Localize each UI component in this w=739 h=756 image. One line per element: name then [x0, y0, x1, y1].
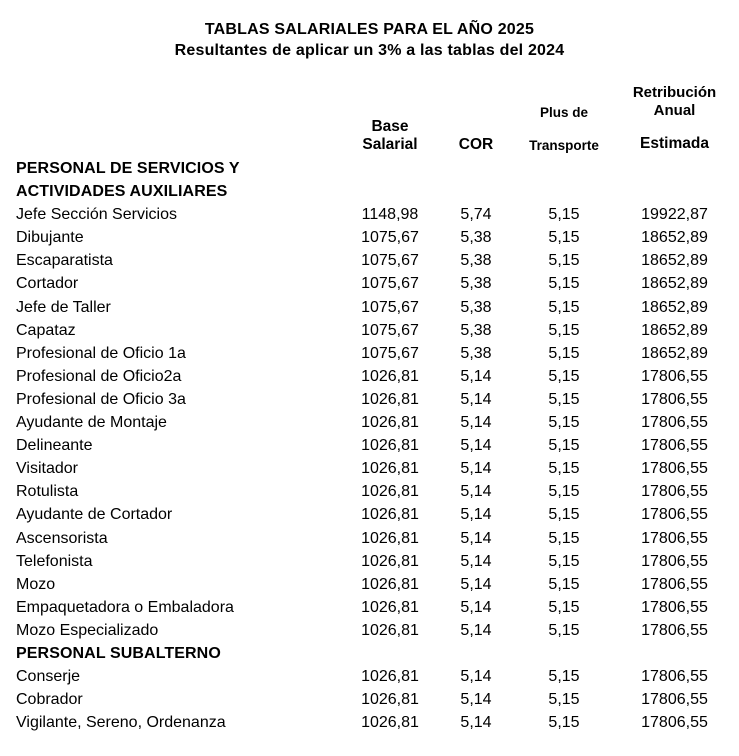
cell-plus-transporte: 5,15 — [548, 229, 580, 247]
table-row — [0, 226, 739, 249]
column-header-retribucion-line2: Anual — [653, 102, 696, 119]
column-header-base-line1: Base — [371, 118, 409, 135]
cell-retribucion-anual — [610, 180, 739, 203]
cell-retribucion-anual: 17806,55 — [641, 506, 708, 524]
cell-cor — [434, 157, 518, 180]
cell-retribucion-anual: 18652,89 — [641, 275, 708, 293]
cell-retribucion-anual: 17806,55 — [641, 552, 708, 570]
cell-plus-transporte: 5,15 — [548, 668, 580, 686]
cell-retribucion-anual: 17806,55 — [641, 598, 708, 616]
cell-cor: 5,14 — [460, 414, 492, 432]
cell-plus-transporte: 5,15 — [548, 552, 580, 570]
cell-plus-transporte — [518, 157, 610, 180]
cell-cor: 5,14 — [460, 668, 492, 686]
cell-plus-transporte: 5,15 — [548, 691, 580, 709]
table-row — [0, 249, 739, 272]
cell-retribucion-anual: 17806,55 — [641, 483, 708, 501]
table-row — [0, 457, 739, 480]
cell-plus-transporte: 5,15 — [548, 414, 580, 432]
cell-concept: Ascensorista — [16, 529, 108, 547]
cell-retribucion-anual: 18652,89 — [641, 229, 708, 247]
cell-retribucion-anual: 17806,55 — [641, 529, 708, 547]
cell-retribucion-anual: 17806,55 — [641, 668, 708, 686]
cell-concept: Ayudante de Montaje — [16, 414, 167, 432]
cell-plus-transporte — [518, 180, 610, 203]
cell-retribucion-anual — [610, 157, 739, 180]
column-header-plus-line1: Plus de — [539, 105, 588, 120]
table-row — [0, 665, 739, 688]
table-row — [0, 642, 739, 665]
cell-plus-transporte: 5,15 — [548, 252, 580, 270]
cell-cor: 5,14 — [460, 460, 492, 478]
table-row — [0, 550, 739, 573]
cell-concept: Dibujante — [16, 229, 84, 247]
cell-base-salarial: 1075,67 — [361, 252, 419, 270]
cell-concept: Escaparatista — [16, 252, 113, 270]
cell-concept: Ayudante de Cortador — [16, 506, 173, 524]
column-header-plus-line2: Transporte — [529, 138, 599, 153]
cell-cor: 5,14 — [460, 367, 492, 385]
cell-base-salarial: 1026,81 — [361, 668, 419, 686]
table-row — [0, 434, 739, 457]
cell-plus-transporte: 5,15 — [548, 506, 580, 524]
cell-retribucion-anual: 17806,55 — [641, 367, 708, 385]
cell-plus-transporte: 5,15 — [548, 206, 580, 224]
table-row — [0, 411, 739, 434]
cell-base-salarial: 1026,81 — [361, 598, 419, 616]
cell-plus-transporte: 5,15 — [548, 437, 580, 455]
cell-base-salarial: 1075,67 — [361, 275, 419, 293]
cell-retribucion-anual: 17806,55 — [641, 437, 708, 455]
column-header-cor: COR — [458, 136, 494, 153]
cell-cor: 5,14 — [460, 598, 492, 616]
cell-retribucion-anual — [610, 642, 739, 665]
cell-plus-transporte: 5,15 — [548, 621, 580, 639]
cell-cor: 5,38 — [460, 275, 492, 293]
cell-retribucion-anual: 18652,89 — [641, 321, 708, 339]
cell-concept: Jefe de Taller — [16, 298, 111, 316]
cell-concept: Conserje — [16, 668, 81, 686]
cell-concept: Cortador — [16, 275, 79, 293]
cell-concept: Vigilante, Sereno, Ordenanza — [16, 714, 226, 732]
cell-concept: Profesional de Oficio 3a — [16, 390, 186, 408]
cell-cor: 5,38 — [460, 252, 492, 270]
cell-cor: 5,14 — [460, 437, 492, 455]
cell-cor: 5,74 — [460, 206, 492, 224]
cell-concept: Profesional de Oficio 1a — [16, 344, 186, 362]
cell-base-salarial: 1026,81 — [361, 529, 419, 547]
cell-base-salarial: 1026,81 — [361, 691, 419, 709]
cell-concept: Cobrador — [16, 691, 83, 709]
table-row — [0, 527, 739, 550]
cell-base-salarial: 1026,81 — [361, 714, 419, 732]
cell-plus-transporte: 5,15 — [548, 529, 580, 547]
cell-base-salarial: 1026,81 — [361, 552, 419, 570]
cell-base-salarial: 1075,67 — [361, 321, 419, 339]
cell-retribucion-anual: 18652,89 — [641, 298, 708, 316]
cell-cor: 5,38 — [460, 321, 492, 339]
table-body — [0, 157, 739, 734]
cell-cor: 5,38 — [460, 344, 492, 362]
table-row — [0, 388, 739, 411]
cell-concept: Telefonista — [16, 552, 93, 570]
cell-concept: Delineante — [16, 437, 93, 455]
cell-concept: Capataz — [16, 321, 76, 339]
cell-base-salarial: 1026,81 — [361, 437, 419, 455]
cell-cor: 5,14 — [460, 552, 492, 570]
cell-cor: 5,14 — [460, 714, 492, 732]
cell-base-salarial — [346, 157, 434, 180]
table-row — [0, 180, 739, 203]
cell-plus-transporte: 5,15 — [548, 575, 580, 593]
column-header-retribucion-line3: Estimada — [640, 135, 709, 152]
cell-cor: 5,14 — [460, 575, 492, 593]
table-row — [0, 688, 739, 711]
cell-concept: Jefe Sección Servicios — [16, 206, 177, 224]
cell-concept: Profesional de Oficio2a — [16, 367, 182, 385]
cell-concept: Mozo — [16, 575, 56, 593]
table-row — [0, 342, 739, 365]
cell-base-salarial: 1026,81 — [361, 414, 419, 432]
cell-concept: ACTIVIDADES AUXILIARES — [16, 183, 228, 201]
cell-plus-transporte: 5,15 — [548, 275, 580, 293]
cell-base-salarial: 1026,81 — [361, 460, 419, 478]
cell-plus-transporte: 5,15 — [548, 460, 580, 478]
table-row — [0, 480, 739, 503]
cell-retribucion-anual: 17806,55 — [641, 621, 708, 639]
table-row — [0, 503, 739, 526]
cell-plus-transporte: 5,15 — [548, 367, 580, 385]
cell-concept: Rotulista — [16, 483, 79, 501]
cell-plus-transporte: 5,15 — [548, 483, 580, 501]
cell-plus-transporte: 5,15 — [548, 390, 580, 408]
cell-cor: 5,38 — [460, 229, 492, 247]
cell-base-salarial: 1026,81 — [361, 367, 419, 385]
cell-base-salarial: 1026,81 — [361, 575, 419, 593]
cell-base-salarial: 1026,81 — [361, 483, 419, 501]
document-header — [0, 19, 739, 61]
cell-base-salarial: 1148,98 — [361, 206, 419, 224]
table-row — [0, 365, 739, 388]
cell-plus-transporte: 5,15 — [548, 321, 580, 339]
table-row — [0, 711, 739, 734]
column-header-retribucion-line1: Retribución — [632, 84, 717, 101]
table-row — [0, 272, 739, 295]
cell-plus-transporte: 5,15 — [548, 714, 580, 732]
cell-base-salarial: 1026,81 — [361, 621, 419, 639]
cell-base-salarial: 1026,81 — [361, 506, 419, 524]
cell-base-salarial: 1075,67 — [361, 344, 419, 362]
document-title: TABLAS SALARIALES PARA EL AÑO 2025 — [204, 21, 535, 38]
cell-plus-transporte: 5,15 — [548, 298, 580, 316]
cell-retribucion-anual: 17806,55 — [641, 575, 708, 593]
table-row — [0, 573, 739, 596]
table-row — [0, 296, 739, 319]
cell-cor — [434, 642, 518, 665]
cell-retribucion-anual: 17806,55 — [641, 691, 708, 709]
cell-retribucion-anual: 18652,89 — [641, 252, 708, 270]
table-row — [0, 619, 739, 642]
table-row — [0, 157, 739, 180]
cell-concept: Visitador — [16, 460, 78, 478]
cell-retribucion-anual: 17806,55 — [641, 460, 708, 478]
cell-retribucion-anual: 18652,89 — [641, 344, 708, 362]
cell-base-salarial — [346, 642, 434, 665]
cell-retribucion-anual: 17806,55 — [641, 390, 708, 408]
cell-plus-transporte: 5,15 — [548, 344, 580, 362]
cell-cor: 5,14 — [460, 483, 492, 501]
cell-cor — [434, 180, 518, 203]
cell-base-salarial: 1026,81 — [361, 390, 419, 408]
cell-retribucion-anual: 19922,87 — [641, 206, 708, 224]
cell-plus-transporte — [518, 642, 610, 665]
cell-concept: PERSONAL SUBALTERNO — [16, 644, 221, 662]
cell-concept: PERSONAL DE SERVICIOS Y — [16, 160, 240, 177]
cell-cor: 5,38 — [460, 298, 492, 316]
cell-cor: 5,14 — [460, 621, 492, 639]
table-row — [0, 596, 739, 619]
cell-cor: 5,14 — [460, 691, 492, 709]
cell-cor: 5,14 — [460, 506, 492, 524]
cell-cor: 5,14 — [460, 390, 492, 408]
document-subtitle: Resultantes de aplicar un 3% a las tablas del 2024 — [174, 42, 565, 59]
cell-concept: Mozo Especializado — [16, 621, 159, 639]
table-row — [0, 203, 739, 226]
cell-plus-transporte: 5,15 — [548, 598, 580, 616]
cell-retribucion-anual: 17806,55 — [641, 714, 708, 732]
cell-concept: Empaquetadora o Embaladora — [16, 598, 234, 616]
table-row — [0, 319, 739, 342]
cell-base-salarial: 1075,67 — [361, 298, 419, 316]
cell-retribucion-anual: 17806,55 — [641, 414, 708, 432]
cell-base-salarial: 1075,67 — [361, 229, 419, 247]
column-header-base-line2: Salarial — [362, 136, 418, 153]
cell-base-salarial — [346, 180, 434, 203]
cell-cor: 5,14 — [460, 529, 492, 547]
